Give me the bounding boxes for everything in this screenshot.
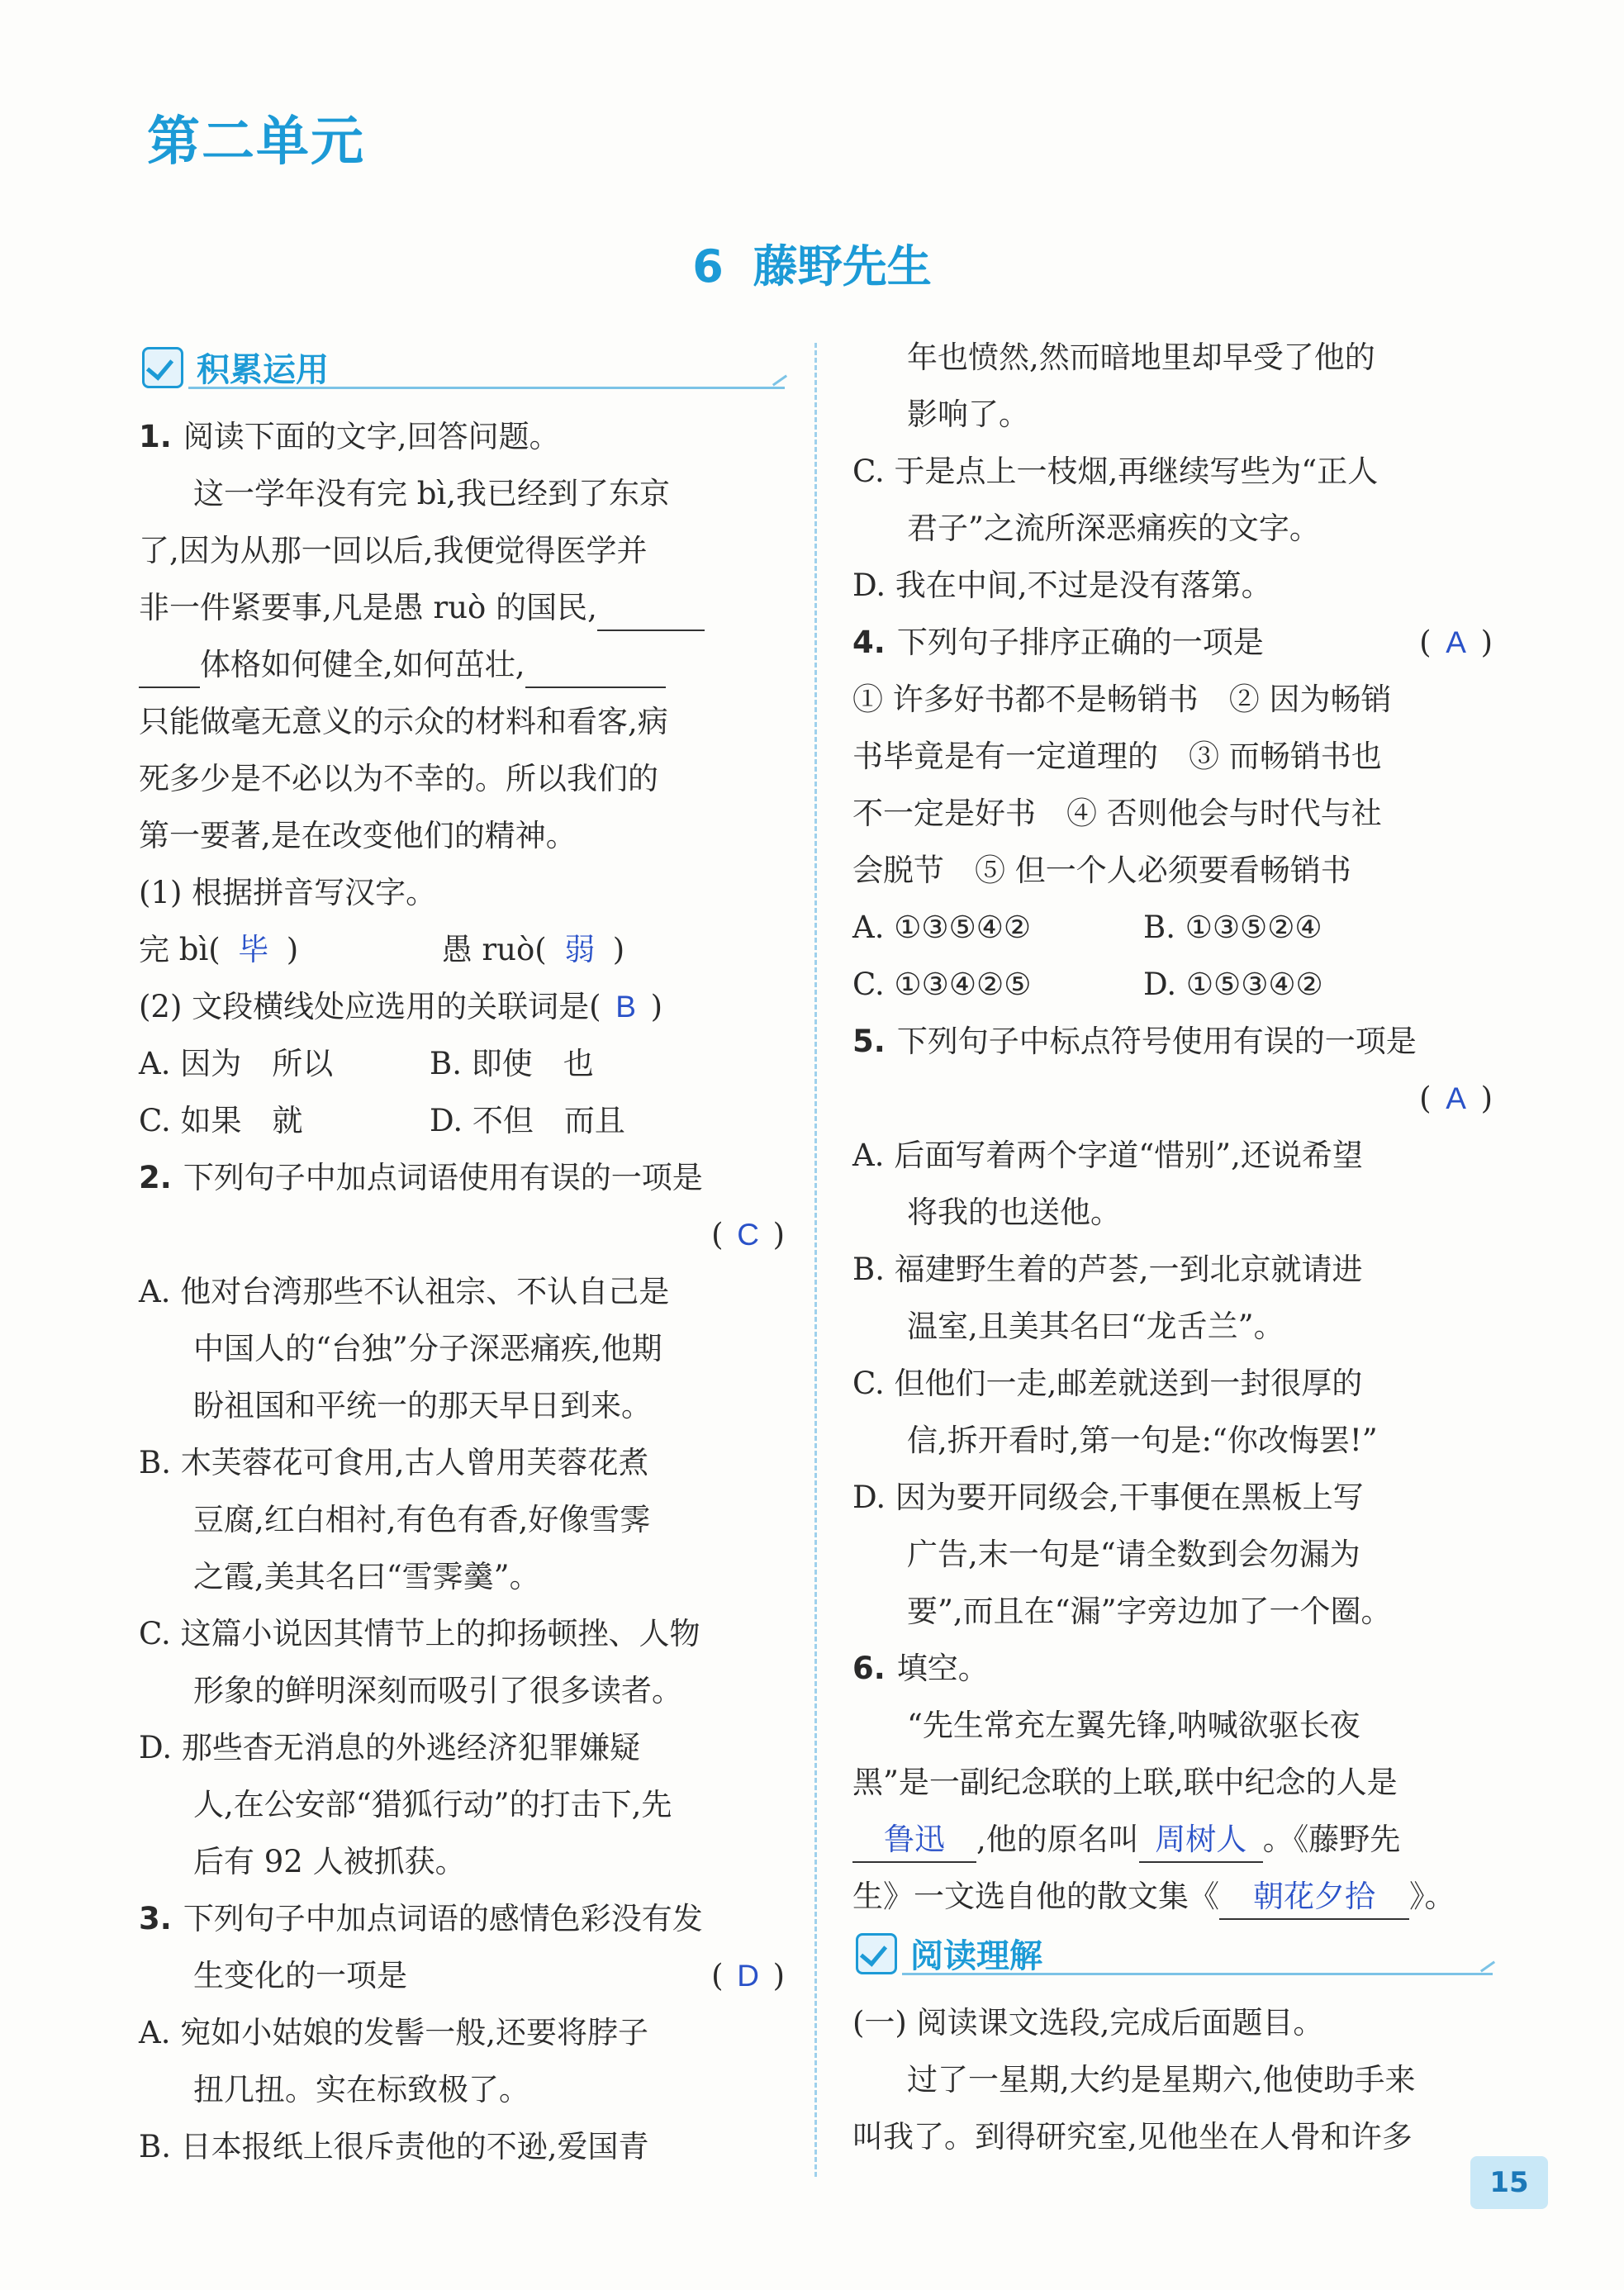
q2-stem: 下列句子中加点词语使用有误的一项是 xyxy=(183,1160,703,1195)
option-text: D. 我在中间,不过是没有落第。 xyxy=(852,568,1272,603)
q1-blank xyxy=(139,644,200,688)
left-column xyxy=(139,339,785,2175)
section-accumulate-header xyxy=(139,339,785,403)
option-text: B. 日本报纸上很斥责他的不逊,爱国青 xyxy=(139,2129,649,2164)
option-text: 后有 92 人被抓获。 xyxy=(193,1844,466,1879)
q4-number: 4. xyxy=(852,625,886,660)
q3-stem: 下列句子中加点词语的感情色彩没有发 xyxy=(183,1901,703,1936)
q2-answer: C xyxy=(737,1218,759,1252)
option: C. ①③④②⑤ xyxy=(852,967,1032,1002)
q6-fill-line: 生》一文选自他的散文集《 朝花夕拾 》。 xyxy=(852,1868,1493,1925)
option-text: D. 因为要开同级会,干事便在黑板上写 xyxy=(852,1480,1364,1515)
option-text: 形象的鲜明深刻而吸引了很多读者。 xyxy=(193,1673,682,1708)
option-text: A. 他对台湾那些不认祖宗、不认自己是 xyxy=(139,1274,670,1309)
q1-number: 1. xyxy=(139,419,172,454)
option-text: D. 那些杳无消息的外逃经济犯罪嫌疑 xyxy=(139,1730,640,1765)
q2-number: 2. xyxy=(139,1160,172,1195)
question-3 xyxy=(139,1890,785,2175)
option: B. 即使 也 xyxy=(430,1046,594,1081)
checkmark-icon xyxy=(142,347,183,388)
q1-passage-line: 只能做毫无意义的示众的材料和看客,病 xyxy=(139,704,668,739)
answer-person: 鲁迅 xyxy=(852,1818,976,1863)
q4-options-row xyxy=(852,956,1493,1013)
q4-answer: A xyxy=(1446,625,1466,659)
question-1 xyxy=(139,408,785,1149)
option-text: B. 福建野生着的芦荟,一到北京就请进 xyxy=(852,1252,1363,1287)
question-5 xyxy=(852,1013,1493,1640)
q4-sentences: 会脱节 ⑤ 但一个人必须要看畅销书 xyxy=(852,853,1351,888)
q1-passage-line: 非一件紧要事,凡是愚 ruò 的国民, xyxy=(139,579,785,636)
q6-fill-line: 鲁迅 ,他的原名叫 周树人 。《藤野先 xyxy=(852,1811,1493,1868)
section-rule xyxy=(902,1973,1493,1975)
option-text: B. 木芙蓉花可食用,古人曾用芙蓉花煮 xyxy=(139,1445,649,1480)
answer-collection: 朝花夕拾 xyxy=(1219,1875,1409,1920)
q4-sentences: 不一定是好书 ④ 否则他会与时代与社 xyxy=(852,796,1382,831)
q1-stem: 阅读下面的文字,回答问题。 xyxy=(183,419,560,454)
option-text: 温室,且美其名曰“龙舌兰”。 xyxy=(907,1309,1284,1344)
answer-bi: 毕 xyxy=(238,932,269,967)
option-text: C. 于是点上一枝烟,再继续写些为“正人 xyxy=(852,454,1379,489)
lesson-title xyxy=(0,231,1624,295)
q4-stem: 下列句子排序正确的一项是 xyxy=(896,625,1264,660)
option: A. ①③⑤④② xyxy=(852,910,1032,945)
question-4: 4. 下列句子排序正确的一项是 ( A ) ① 许多好书都不是畅销书 ② 因为畅销 书毕竟是有一定道理的 ③ 而畅销书也 不一定是好书 ④ 否则他会与时代与社 会脱节 ⑤ 但一个人必须要看畅销书 A. ①③⑤④② B. ①③⑤②④ C. ①③④②⑤ D. ①⑤③④② xyxy=(852,614,1493,1013)
option-text: 中国人的“台独”分子深恶痛疾,他期 xyxy=(193,1331,662,1366)
q3-stem-line: 生变化的一项是 ( D ) xyxy=(139,1947,785,2004)
section-accumulate-label: 积累运用 xyxy=(197,351,329,389)
option-text: A. 后面写着两个字道“惜别”,还说希望 xyxy=(852,1138,1363,1173)
reading-paragraph: 过了一星期,大约是星期六,他使助手来 xyxy=(907,2062,1416,2098)
q1-passage-line: 体格如何健全,如何茁壮, xyxy=(139,636,785,693)
q1-options-row xyxy=(139,1092,785,1149)
q4-options-row xyxy=(852,899,1493,956)
option-text: 扭几扭。实在标致极了。 xyxy=(193,2072,529,2107)
option-text: C. 但他们一走,邮差就送到一封很厚的 xyxy=(852,1366,1363,1401)
unit-title: 第二单元 xyxy=(147,112,365,173)
q1-sub1: (1) 根据拼音写汉字。 xyxy=(139,875,437,910)
option-text: 人,在公安部“猎狐行动”的打击下,先 xyxy=(193,1787,672,1822)
q4-sentences: 书毕竟是有一定道理的 ③ 而畅销书也 xyxy=(852,739,1382,774)
q1-passage-line: 这一学年没有完 bì,我已经到了东京 xyxy=(193,476,671,511)
q5-stem: 下列句子中标点符号使用有误的一项是 xyxy=(896,1024,1417,1059)
option-text: C. 这篇小说因其情节上的抑扬顿挫、人物 xyxy=(139,1616,700,1651)
q3-answer: D xyxy=(737,1959,759,1993)
answer-original-name: 周树人 xyxy=(1139,1818,1263,1863)
option: A. 因为 所以 xyxy=(139,1046,334,1081)
option-text: 年也愤然,然而暗地里却早受了他的 xyxy=(907,340,1375,375)
question-2 xyxy=(139,1149,785,1890)
option: D. 不但 而且 xyxy=(430,1103,625,1138)
q1-blank xyxy=(525,644,666,688)
q1-options-row xyxy=(139,1035,785,1092)
reading-intro: (一) 阅读课文选段,完成后面题目。 xyxy=(852,2005,1324,2041)
q1-passage-line: 死多少是不必以为不幸的。所以我们的 xyxy=(139,761,658,796)
lesson-name: 藤野先生 xyxy=(753,240,932,292)
q6-stem: 填空。 xyxy=(896,1651,989,1686)
q1-passage-line: 了,因为从那一回以后,我便觉得医学并 xyxy=(139,533,648,568)
q2-answer-line: ( C ) xyxy=(139,1206,785,1263)
q1-answer: B xyxy=(615,990,636,1024)
option-text: 影响了。 xyxy=(907,397,1029,432)
option-text: 豆腐,红白相衬,有色有香,好像雪霁 xyxy=(193,1502,651,1537)
q4-sentences: ① 许多好书都不是畅销书 ② 因为畅销 xyxy=(852,682,1392,717)
q5-answer: A xyxy=(1446,1081,1466,1115)
section-reading-header xyxy=(852,1925,1493,1989)
question-6 xyxy=(852,1640,1493,1925)
q6-text: “先生常充左翼先锋,呐喊欲驱长夜 xyxy=(907,1708,1360,1743)
section-rule xyxy=(188,387,785,389)
option: D. ①⑤③④② xyxy=(1143,967,1323,1002)
section-reading-label: 阅读理解 xyxy=(910,1937,1042,1975)
q6-text: 黑”是一副纪念联的上联,联中纪念的人是 xyxy=(852,1765,1398,1800)
q6-number: 6. xyxy=(852,1651,886,1686)
reading-paragraph: 叫我了。到得研究室,见他坐在人骨和许多 xyxy=(852,2119,1413,2155)
option-text: 盼祖国和平统一的那天早日到来。 xyxy=(193,1388,652,1423)
page-number: 15 xyxy=(1470,2156,1548,2209)
q1-sub2: (2) 文段横线处应选用的关联词是( B ) xyxy=(139,978,785,1035)
lesson-number: 6 xyxy=(692,240,724,292)
option-text: 要”,而且在“漏”字旁边加了一个圈。 xyxy=(907,1594,1392,1629)
q5-number: 5. xyxy=(852,1024,886,1059)
option: B. ①③⑤②④ xyxy=(1143,910,1322,945)
option-text: 广告,末一句是“请全数到会勿漏为 xyxy=(907,1537,1360,1572)
option-text: 将我的也送他。 xyxy=(907,1195,1121,1230)
right-column xyxy=(852,329,1493,2165)
q3-number: 3. xyxy=(139,1901,172,1936)
option-text: A. 宛如小姑娘的发髻一般,还要将脖子 xyxy=(139,2015,649,2050)
q1-blank xyxy=(597,587,705,631)
option-text: 之霞,美其名曰“雪霁羹”。 xyxy=(193,1559,540,1594)
checkmark-icon xyxy=(856,1933,897,1974)
option: C. 如果 就 xyxy=(139,1103,303,1138)
q5-answer-line: ( A ) xyxy=(852,1070,1493,1127)
option-text: 信,拆开看时,第一句是:“你改悔罢!” xyxy=(907,1423,1378,1458)
q1-passage-line: 第一要著,是在改变他们的精神。 xyxy=(139,818,577,853)
q1-pinyin-answers: 完 bì( 毕 ) 愚 ruò( 弱 ) xyxy=(139,921,785,978)
column-divider xyxy=(814,343,817,2177)
answer-ruo: 弱 xyxy=(564,932,596,967)
option-text: 君子”之流所深恶痛疾的文字。 xyxy=(907,511,1320,546)
